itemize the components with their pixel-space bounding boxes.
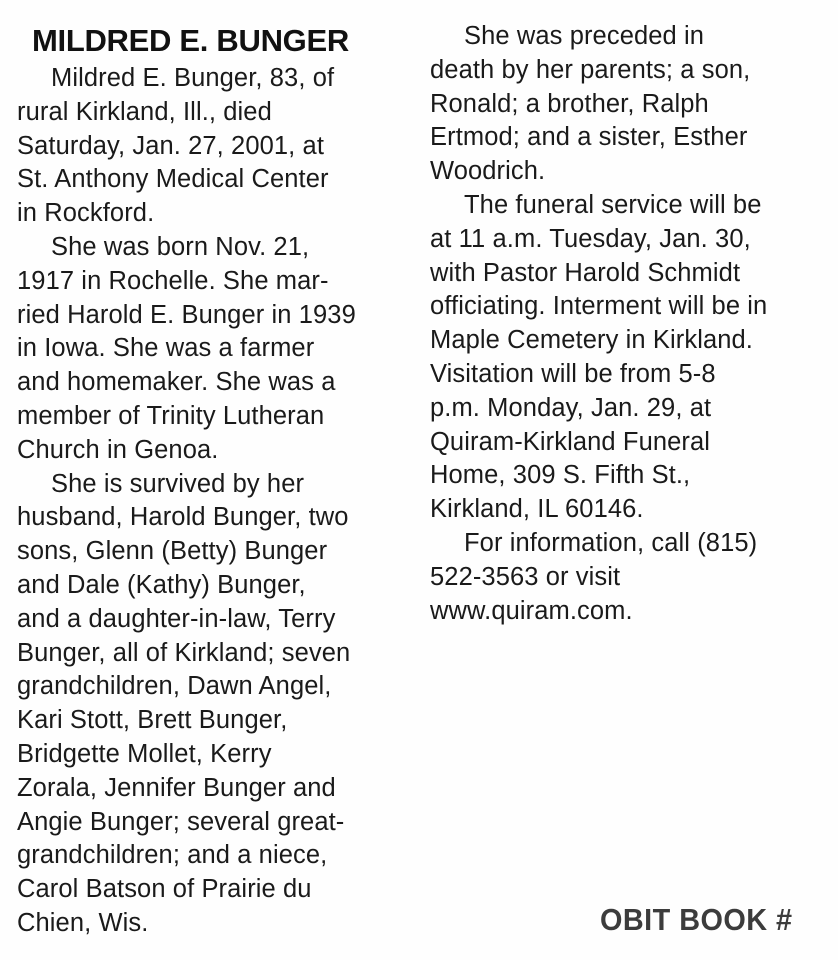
text-line: Maple Cemetery in Kirkland. — [430, 326, 753, 355]
text-line: She was preceded in — [464, 22, 705, 50]
text-line: officiating. Interment will be in — [430, 292, 768, 321]
text-line: and Dale (Kathy) Bunger, — [17, 570, 306, 599]
text-line: at 11 a.m. Tuesday, Jan. 30, — [430, 224, 751, 253]
text-line: Home, 309 S. Fifth St., — [430, 461, 691, 490]
text-line: Ertmod; and a sister, Esther — [430, 123, 748, 152]
right-column — [430, 20, 830, 628]
text-line: Carol Batson of Prairie du — [17, 875, 312, 904]
text-line: www.quiram.com. — [430, 596, 633, 625]
text-line: For information, call (815) — [464, 528, 758, 557]
text-line: 522-3563 or visit — [430, 562, 621, 591]
left-column — [17, 20, 417, 941]
text-line: in Rockford. — [17, 199, 155, 228]
text-line: Saturday, Jan. 27, 2001, at — [17, 131, 325, 160]
text-line: Woodrich. — [430, 157, 546, 186]
text-line: Angie Bunger; several great- — [17, 807, 345, 836]
text-line: Ronald; a brother, Ralph — [430, 89, 709, 118]
text-line: The funeral service will be — [464, 190, 762, 219]
text-line: with Pastor Harold Schmidt — [430, 258, 741, 287]
text-line: Kari Stott, Brett Bunger, — [17, 706, 288, 735]
text-line: in Iowa. She was a farmer — [17, 334, 315, 363]
text-line: Bridgette Mollet, Kerry — [17, 739, 272, 768]
text-line: Kirkland, IL 60146. — [430, 495, 644, 524]
text-line: grandchildren; and a niece, — [17, 841, 328, 870]
text-line: Church in Genoa. — [17, 435, 219, 464]
text-line: death by her parents; a son, — [430, 55, 751, 84]
text-line: husband, Harold Bunger, two — [17, 503, 349, 532]
text-line: Zorala, Jennifer Bunger and — [17, 773, 336, 802]
text-line: and a daughter-in-law, Terry — [17, 604, 336, 633]
text-line: grandchildren, Dawn Angel, — [17, 672, 332, 701]
text-line: Mildred E. Bunger, 83, of — [51, 64, 335, 92]
text-line: sons, Glenn (Betty) Bunger — [17, 537, 328, 566]
text-line: rural Kirkland, Ill., died — [17, 97, 272, 126]
text-line: and homemaker. She was a — [17, 368, 336, 397]
text-line: p.m. Monday, Jan. 29, at — [430, 393, 712, 422]
text-line: Chien, Wis. — [17, 908, 149, 937]
text-line: ried Harold E. Bunger in 1939 — [17, 300, 356, 329]
text-line: Bunger, all of Kirkland; seven — [17, 638, 351, 667]
text-line: Visitation will be from 5-8 — [430, 359, 716, 388]
text-line: She was born Nov. 21, — [51, 232, 310, 261]
text-line: St. Anthony Medical Center — [17, 165, 329, 194]
text-line: She is survived by her — [51, 469, 305, 498]
text-line: member of Trinity Lutheran — [17, 401, 325, 430]
text-line: 1917 in Rochelle. She mar- — [17, 266, 329, 295]
text-line: Quiram-Kirkland Funeral — [430, 427, 711, 456]
obituary-title: MILDRED E. BUNGER — [32, 23, 349, 58]
obit-book-stamp: OBIT BOOK # — [600, 902, 793, 937]
